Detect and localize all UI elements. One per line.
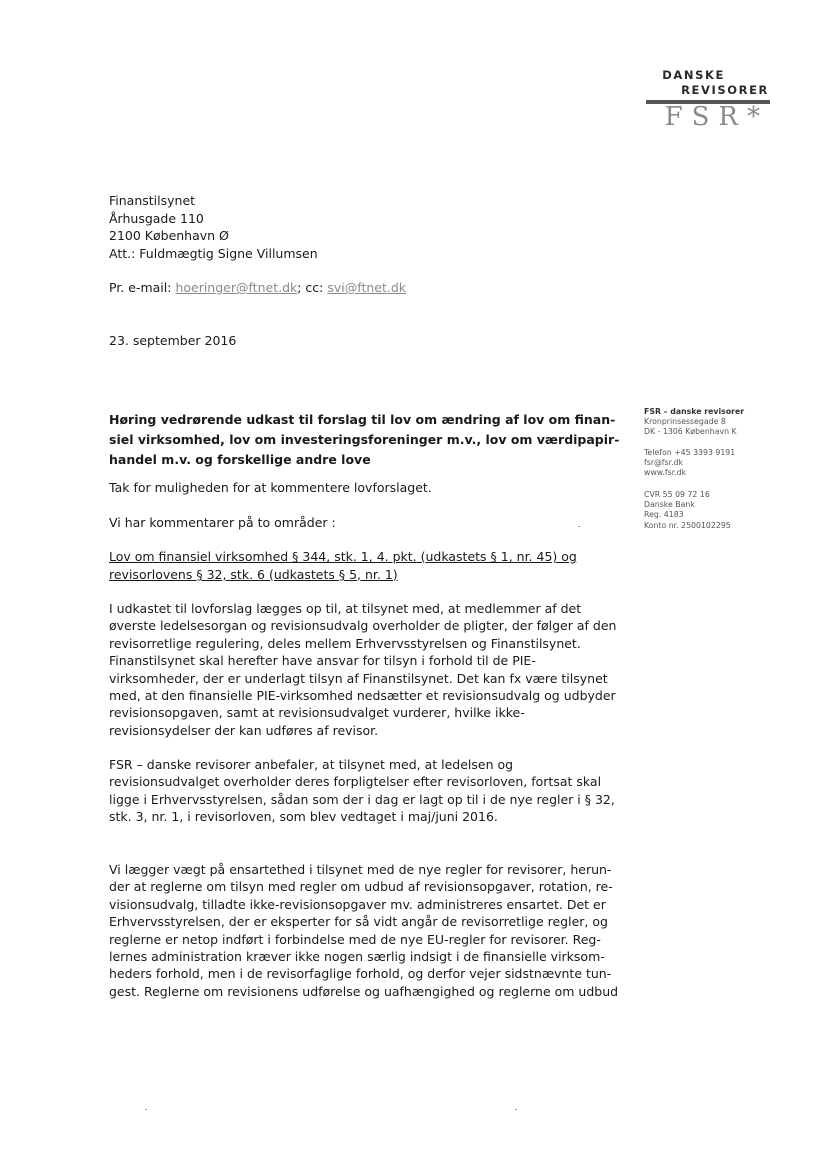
paragraph-line: FSR – danske revisorer anbefaler, at tilsynet med, at ledelsen og xyxy=(109,757,514,772)
recipient-line: Att.: Fuldmægtig Signe Villumsen xyxy=(109,245,318,261)
sidebar-account: Konto nr. 2500102295 xyxy=(644,520,731,530)
section-heading xyxy=(109,548,577,583)
paragraph-line: revisionsopgaven, samt at revisionsudvalget vurderer, hvilke ikke- xyxy=(109,705,525,721)
areas-text: Vi har kommentarer på to områder : xyxy=(109,515,336,530)
paragraph-line: virksomheder, der er underlagt tilsyn af Finanstilsynet. Det kan fx være tilsynet xyxy=(109,670,608,686)
email-prefix: Pr. e-mail: xyxy=(109,280,176,295)
intro-text: Tak for muligheden for at kommentere lovforslaget. xyxy=(109,480,432,495)
letter-subject xyxy=(109,410,620,470)
paragraph-line: der at reglerne om tilsyn med regler om udbud af revisionsopgaver, rotation, re- xyxy=(109,879,613,895)
subject-line: siel virksomhed, lov om investeringsforeninger m.v., lov om værdipapir- xyxy=(109,432,620,447)
paragraph-line: lernes administration kræver ikke nogen særlig indsigt i de finansielle virksom- xyxy=(109,949,605,965)
sidebar-phone: Telefon +45 3393 9191 xyxy=(644,448,736,457)
email-line xyxy=(109,279,406,297)
paragraph-line: stk. 3, nr. 1, i revisorloven, som blev vedtaget i maj/juni 2016. xyxy=(109,809,498,825)
scan-speck xyxy=(145,1109,147,1110)
recipient-line: Finanstilsynet xyxy=(109,193,196,208)
paragraph-line: gest. Reglerne om revisionens udførelse og uafhængighed og reglerne om udbud xyxy=(109,983,619,999)
scan-speck xyxy=(578,526,580,527)
section-heading-line: Lov om finansiel virksomhed § 344, stk. 1, 4. pkt. (udkastets § 1, nr. 45) og xyxy=(109,549,577,564)
logo-line-1: DANSKE xyxy=(662,68,725,82)
sidebar-bank-name: Danske Bank xyxy=(644,500,695,510)
body-paragraph-1 xyxy=(109,600,617,739)
sidebar-email[interactable]: fsr@fsr.dk xyxy=(644,458,684,468)
subject-line: Høring vedrørende udkast til forslag til lov om ændring af lov om finan- xyxy=(109,412,616,427)
sidebar-org-address xyxy=(644,407,744,438)
paragraph-line: Erhvervsstyrelsen, der er eksperter for så vidt angår de revisorretlige regler, og xyxy=(109,914,608,930)
paragraph-line: revisorretlige regulering, deles mellem Erhvervsstyrelsen og Finanstilsynet. xyxy=(109,635,581,651)
section-heading-line: revisorlovens § 32, stk. 6 (udkastets § 5, nr. 1) xyxy=(109,566,398,582)
sidebar-reg: Reg. 4183 xyxy=(644,510,684,520)
paragraph-line: I udkastet til lovforslag lægges op til, at tilsynet med, at medlemmer af det xyxy=(109,601,582,616)
paragraph-line: Finanstilsynet skal herefter have ansvar for tilsyn i forhold til de PIE- xyxy=(109,653,536,669)
paragraph-line: med, at den finansielle PIE-virksomhed nedsætter et revisionsudvalg og udbyder xyxy=(109,688,616,704)
paragraph-line: visionsudvalg, tilladte ikke-revisionsopgaver mv. administreres ensartet. Det er xyxy=(109,896,606,912)
recipient-line: Århusgade 110 xyxy=(109,210,204,226)
sidebar-website[interactable]: www.fsr.dk xyxy=(644,468,687,478)
sidebar-bank xyxy=(644,490,731,531)
sidebar-cvr: CVR 55 09 72 16 xyxy=(644,490,710,499)
paragraph-line: ligge i Erhvervsstyrelsen, sådan som der i dag er lagt op til i de nye regler i § 32, xyxy=(109,791,615,807)
paragraph-line: revisionsudvalget overholder deres forpligtelser efter revisorloven, fortsat skal xyxy=(109,774,602,790)
sidebar-address-line: DK - 1306 København K xyxy=(644,427,737,437)
logo xyxy=(630,66,775,136)
body-paragraph-3 xyxy=(109,861,619,1000)
email-cc-label: ; cc: xyxy=(297,280,328,295)
paragraph-line: Vi lægger vægt på ensartethed i tilsynet med de nye regler for revisorer, herun- xyxy=(109,862,612,877)
paragraph-line: revisionsydelser der kan udføres af revisor. xyxy=(109,722,379,738)
sidebar-address-line: Kronprinsessegade 8 xyxy=(644,417,726,427)
paragraph-line: heders forhold, men i de revisorfaglige forhold, og derfor vejer sidstnævnte tun- xyxy=(109,966,612,982)
paragraph-line: øverste ledelsesorgan og revisionsudvalg overholder de pligter, der følger af den xyxy=(109,618,617,634)
sidebar-contact xyxy=(644,448,735,479)
letter-date: 23. september 2016 xyxy=(109,333,237,348)
email-link-cc[interactable]: svi@ftnet.dk xyxy=(327,280,407,295)
body-paragraph-2 xyxy=(109,756,615,826)
scan-speck xyxy=(515,1109,517,1110)
sidebar-org-name: FSR – danske revisorer xyxy=(644,407,745,416)
recipient-line: 2100 København Ø xyxy=(109,228,229,243)
paragraph-line: reglerne er netop indført i forbindelse med de nye EU-regler for revisorer. Reg- xyxy=(109,931,601,947)
logo-mark: FSR* xyxy=(664,102,769,132)
logo-line-2: REVISORER xyxy=(681,83,769,97)
subject-line: handel m.v. og forskellige andre love xyxy=(109,452,371,467)
email-link-primary[interactable]: hoeringer@ftnet.dk xyxy=(175,280,298,295)
recipient-address xyxy=(109,192,318,262)
